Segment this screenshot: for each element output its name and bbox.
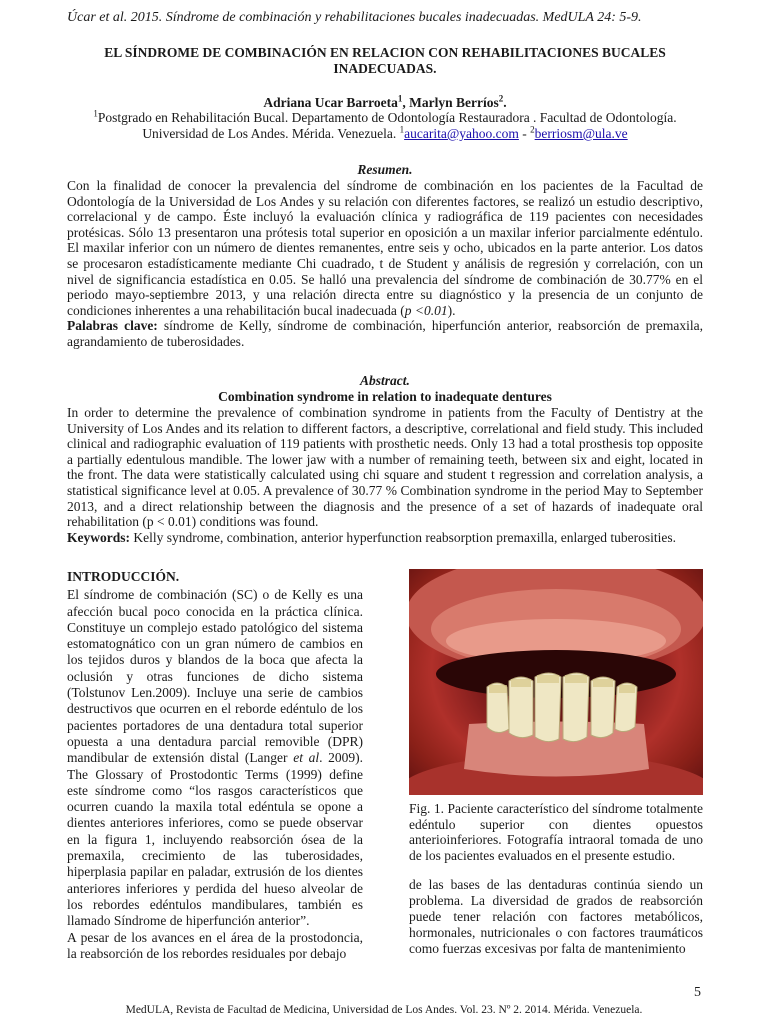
email-separator: -: [518, 126, 531, 141]
right-column-paragraph: de las bases de las dentaduras continúa siendo un problema. La diversidad de grados de reabsorción puede tener relación con factores metabólicos, hormonales, nutricionales o con factores traumáticos como fuerzas excesivas por falta de mantenimiento: [409, 877, 703, 957]
intro-p1-a: El síndrome de combinación (SC) o de Kelly es una afección bucal poco conocida en la práctica clínica. Constituye un complejo estado patológico del sistema estomatognático con un gran número de cambios en los tejidos duros y blandos de la boca que afecta la oclusión y otras funciones de dicho sistema (Tolstunov Len.2009). Incluye una serie de cambios destructivos que ocurren en el reborde edéntulo de los pacientes portadores de una dentadura total superior opuesta a una dentadura parcial removible (DPR) mandibular de extensión distal (Langer: [67, 587, 363, 766]
page-number: 5: [694, 985, 701, 1000]
resumen-text: Con la finalidad de conocer la prevalencia del síndrome de combinación en los pacientes de la Facultad de Odontología de la Universidad de Los Andes y su relación con diferentes factores, se realizó un estudio descriptivo, correlacional y de campo. Éste incluyó la evaluación clínica y radiográfica de 119 pacientes con necesidades protésicas. Sólo 13 presentaron una prótesis total superior en oposición a un maxilar inferior parcialmente edéntulo. El maxilar inferior con un número de dientes remanentes, entre seis y ocho, ubicados en la parte anterior. Los datos se procesaron estadísticamente mediante Chi cuadrado, t de Student y análisis de regresión y correlación, con un nivel de significancia estadística en 0.05. Se halló una prevalencia del síndrome de combinación de 30.77% en el periodo mayo-septiembre 2013, y una relación directa entre su diagnóstico y la presencia de un conjunto de condiciones inherentes a una rehabilitación bucal inadecuada (: [67, 178, 703, 318]
email-link-2[interactable]: berriosm@ula.ve: [534, 126, 628, 141]
running-head: Úcar et al. 2015. Síndrome de combinación y rehabilitaciones bucales inadecuadas. MedULA 24: 5-9.: [67, 10, 642, 25]
title-line-1: EL SÍNDROME DE COMBINACIÓN EN RELACION CON REHABILITACIONES BUCALES: [104, 45, 666, 60]
abstract-text: In order to determine the prevalence of combination syndrome in patients from the Faculty of Dentistry at the University of Los Andes and its relation to different factors, a descriptive, correlational and field study. This included clinical and radiographic evaluation of 119 patients with prosthetic needs. Only 13 had a total prosthesis top opposite a partially edentulous mandible. The lower jaw with a number of remaining teeth, between six and eight, located in the front. The data were statistically calculated using chi square and student t regression and correlation analysis, a statistical significance level at 0.05. A prevalence of 30.77 % Combination syndrome in the period May to September 2013, and a direct relationship between the diagnosis and the presence of a set of hazards of inadequate oral rehabilitation (p < 0.01) conditions was found.: [67, 405, 703, 530]
author-2: Marlyn Berríos: [409, 95, 499, 110]
resumen-text-end: ).: [447, 302, 456, 318]
abstract-heading: Abstract.: [360, 373, 410, 388]
resumen-body: [67, 178, 703, 350]
author-separator: ,: [402, 95, 410, 110]
abstract-keywords: [67, 530, 703, 546]
abstract-keywords-label: Keywords:: [67, 529, 130, 545]
figure-caption: Fig. 1. Paciente característico del síndrome totalmente edéntulo superior con dientes opuestos anterioinferiores. Fotografía intraoral tomada de uno de los pacientes evaluados en el presente estudio.: [409, 801, 703, 863]
email-1-sup: 1: [399, 124, 405, 135]
intro-p1-etal: et al: [293, 750, 320, 766]
right-column: [409, 569, 703, 957]
resumen-heading: Resumen.: [357, 162, 413, 177]
affiliation-line-2: [67, 126, 703, 142]
affil-text-1: Postgrado en Rehabilitación Bucal. Departamento de Odontología Restauradora . Facultad de Odontología.: [97, 110, 677, 125]
journal-footer: MedULA, Revista de Facultad de Medicina, Universidad de Los Andes. Vol. 23. Nº 2. 2014. Mérida. Venezuela.: [125, 1004, 643, 1016]
abstract-keywords-text: Kelly syndrome, combination, anterior hyperfunction reabsorption premaxilla, enlarged tuberosities.: [130, 529, 676, 545]
abstract-subtitle: Combination syndrome in relation to inadequate dentures: [218, 389, 552, 404]
email-2-sup: 2: [530, 124, 535, 135]
author-2-sup: 2: [498, 93, 504, 104]
affiliation: [67, 110, 703, 142]
affil-sup: 1: [93, 108, 98, 119]
resumen-keywords-label: Palabras clave:: [67, 318, 158, 334]
author-1: Adriana Ucar Barroeta: [263, 95, 398, 110]
resumen-keywords: [67, 318, 703, 349]
intraoral-photo-drawing: [409, 569, 703, 795]
abstract-body: [67, 405, 703, 545]
title-line-2: INADECUADAS.: [333, 60, 437, 76]
resumen-keywords-text: síndrome de Kelly, síndrome de combinación, hiperfunción anterior, reabsorción de premaxila, agrandamiento de tuberosidades.: [67, 318, 703, 349]
author-1-sup: 1: [397, 93, 403, 104]
intro-paragraph-2: A pesar de los avances en el área de la prostodoncia, la reabsorción de los rebordes residuales por debajo: [67, 929, 363, 961]
intraoral-photo: [409, 569, 703, 795]
intro-heading: INTRODUCCIÓN.: [67, 569, 180, 584]
affil-text-2: Universidad de Los Andes. Mérida. Venezuela.: [142, 126, 400, 141]
intro-column: [67, 569, 363, 962]
intro-paragraph-1: [67, 587, 363, 929]
article-title: [67, 45, 703, 76]
email-link-1[interactable]: aucarita@yahoo.com: [404, 126, 519, 141]
author-line: [67, 95, 703, 111]
intro-p1-b: . 2009). The Glossary of Prostodontic Terms (1999) define este síndrome como “los rasgos característicos que ocurren cuando la maxila total edéntula se opone a dientes anteriores inferiores, como se puede observar en la figura 1, incluyendo reabsorción ósea de la premaxila, crecimiento de las tuberosidades, hiperplasia papilar en paladar, extrusión de los dientes anteriores inferiores y perdida del hueso alveolar de los rebordes edéntulos mandibulares, también es llamado Síndrome de hiperfunción anterior”.: [67, 750, 364, 929]
author-end: .: [503, 95, 507, 110]
affiliation-line-1: [67, 110, 703, 126]
resumen-p-value: p <0.01: [404, 302, 448, 318]
